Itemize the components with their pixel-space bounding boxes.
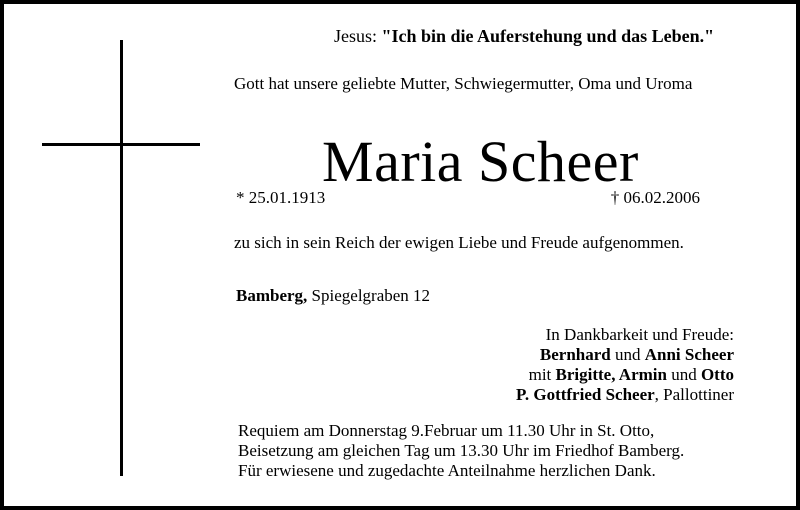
service-info bbox=[238, 421, 684, 481]
mourner-name: Brigitte, Armin bbox=[555, 365, 667, 384]
intro-text: Gott hat unsere geliebte Mutter, Schwiegermutter, Oma und Uroma bbox=[234, 74, 693, 93]
mourner-connector: mit bbox=[528, 365, 556, 384]
bible-quote bbox=[334, 26, 714, 46]
mourner-suffix: , Pallottiner bbox=[654, 385, 734, 404]
address bbox=[236, 286, 430, 306]
mourners-line-3 bbox=[516, 385, 734, 405]
address-city: Bamberg, bbox=[236, 286, 308, 305]
mourner-connector: und bbox=[610, 345, 645, 364]
mourner-name: P. Gottfried Scheer bbox=[516, 385, 655, 404]
birth-date: * 25.01.1913 bbox=[236, 188, 326, 207]
mourner-name: Anni Scheer bbox=[644, 345, 734, 364]
cross-icon-vertical bbox=[120, 40, 123, 476]
mourners-line-1 bbox=[516, 345, 734, 365]
service-line: Requiem am Donnerstag 9.Februar um 11.30 Uhr in St. Otto, bbox=[238, 421, 655, 440]
service-line: Beisetzung am gleichen Tag um 13.30 Uhr im Friedhof Bamberg. bbox=[238, 441, 685, 460]
mourner-name: Bernhard bbox=[539, 345, 611, 364]
mourners-heading: In Dankbarkeit und Freude: bbox=[545, 325, 734, 344]
mourners-line-2 bbox=[516, 365, 734, 385]
address-street: Spiegelgraben 12 bbox=[307, 286, 431, 305]
mourner-connector: und bbox=[666, 365, 701, 384]
body-text: zu sich in sein Reich der ewigen Liebe und Freude aufgenommen. bbox=[234, 233, 684, 252]
quote-text: "Ich bin die Auferstehung und das Leben." bbox=[381, 26, 715, 46]
cross-icon-horizontal bbox=[42, 143, 200, 146]
deceased-name: Maria Scheer bbox=[322, 129, 639, 194]
mourner-name: Otto bbox=[700, 365, 734, 384]
death-date: † 06.02.2006 bbox=[610, 188, 700, 207]
service-line: Für erwiesene und zugedachte Anteilnahme herzlichen Dank. bbox=[238, 461, 656, 480]
mourners-block bbox=[516, 325, 734, 405]
quote-prefix: Jesus: bbox=[334, 26, 382, 46]
